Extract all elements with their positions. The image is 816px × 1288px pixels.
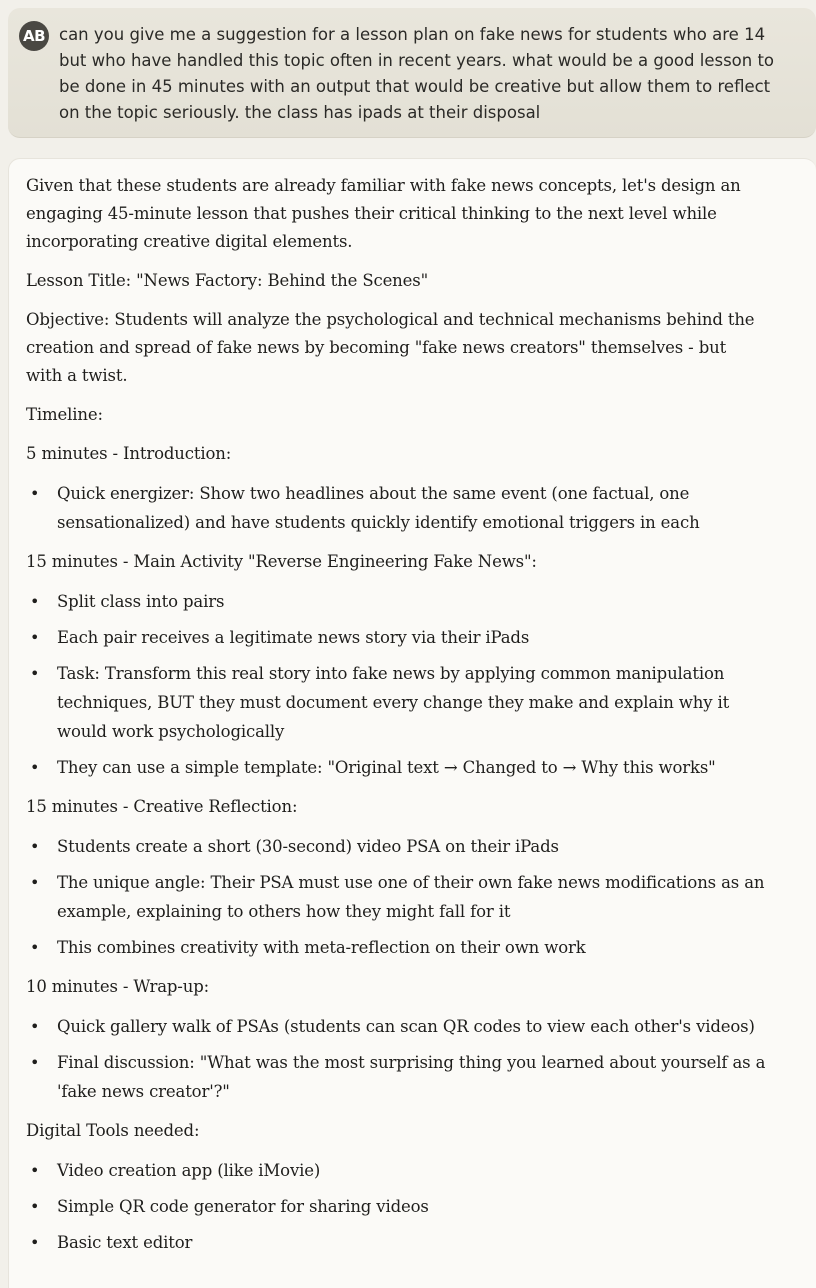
assistant-message bbox=[8, 158, 816, 1288]
list-item: • Final discussion: "What was the most surprising thing you learned about yourself as a 'fake news creator'?" bbox=[26, 1048, 766, 1106]
list-item: • This combines creativity with meta-reflection on their own work bbox=[26, 933, 766, 962]
bullet-icon: • bbox=[30, 484, 40, 503]
bullet-icon: • bbox=[30, 1017, 40, 1036]
section-heading-main-activity: 15 minutes - Main Activity "Reverse Engineering Fake News": bbox=[26, 552, 537, 571]
bullet-icon: • bbox=[30, 1053, 40, 1072]
bullet-icon: • bbox=[30, 664, 40, 683]
bullet-icon: • bbox=[30, 592, 40, 611]
section-heading-digital-tools: Digital Tools needed: bbox=[26, 1121, 200, 1140]
bullet-icon: • bbox=[30, 628, 40, 647]
list-item: • The unique angle: Their PSA must use one of their own fake news modifications as an example, explaining to others how they might fall for it bbox=[26, 868, 766, 926]
timeline-heading: Timeline: bbox=[26, 405, 103, 424]
bullet-icon: • bbox=[30, 1161, 40, 1180]
list-item: • Video creation app (like iMovie) bbox=[26, 1156, 766, 1185]
list-item: • Basic text editor bbox=[26, 1228, 766, 1257]
introduction-list bbox=[26, 479, 766, 537]
intro-paragraph: Given that these students are already familiar with fake news concepts, let's design an engaging 45-minute lesson that pushes their critical thinking to the next level while incorporating creative digital elements. bbox=[26, 176, 741, 251]
user-message-text: can you give me a suggestion for a lesson plan on fake news for students who are 14 but who have handled this topic often in recent years. what would be a good lesson to be done in 45 minutes with an output that would be creative but allow them to reflect on the topic seriously. the class has ipads at their disposal bbox=[59, 25, 775, 122]
wrap-up-list bbox=[26, 1012, 766, 1106]
bullet-icon: • bbox=[30, 1233, 40, 1252]
section-heading-introduction: 5 minutes - Introduction: bbox=[26, 444, 232, 463]
list-item: • They can use a simple template: "Original text → Changed to → Why this works" bbox=[26, 753, 766, 782]
section-heading-creative-reflection: 15 minutes - Creative Reflection: bbox=[26, 797, 298, 816]
main-activity-list bbox=[26, 587, 766, 782]
bullet-icon: • bbox=[30, 758, 40, 777]
list-item: • Simple QR code generator for sharing videos bbox=[26, 1192, 766, 1221]
list-item: • Task: Transform this real story into fake news by applying common manipulation techniques, BUT they must document every change they make and explain why it would work psychologically bbox=[26, 659, 766, 746]
list-item: • Each pair receives a legitimate news story via their iPads bbox=[26, 623, 766, 652]
bullet-icon: • bbox=[30, 837, 40, 856]
bullet-icon: • bbox=[30, 1197, 40, 1216]
lesson-title: Lesson Title: "News Factory: Behind the Scenes" bbox=[26, 271, 429, 290]
list-item: • Split class into pairs bbox=[26, 587, 766, 616]
bullet-icon: • bbox=[30, 938, 40, 957]
objective-paragraph: Objective: Students will analyze the psychological and technical mechanisms behind the creation and spread of fake news by becoming "fake news creators" themselves - but with a twist. bbox=[26, 310, 755, 385]
list-item: • Quick energizer: Show two headlines about the same event (one factual, one sensationalized) and have students quickly identify emotional triggers in each bbox=[26, 479, 766, 537]
list-item: • Quick gallery walk of PSAs (students can scan QR codes to view each other's videos) bbox=[26, 1012, 766, 1041]
digital-tools-list bbox=[26, 1156, 766, 1257]
creative-reflection-list bbox=[26, 832, 766, 962]
bullet-icon: • bbox=[30, 873, 40, 892]
list-item: • Students create a short (30-second) video PSA on their iPads bbox=[26, 832, 766, 861]
section-heading-wrap-up: 10 minutes - Wrap-up: bbox=[26, 977, 210, 996]
user-message bbox=[8, 8, 816, 138]
user-avatar: AB bbox=[19, 21, 49, 51]
